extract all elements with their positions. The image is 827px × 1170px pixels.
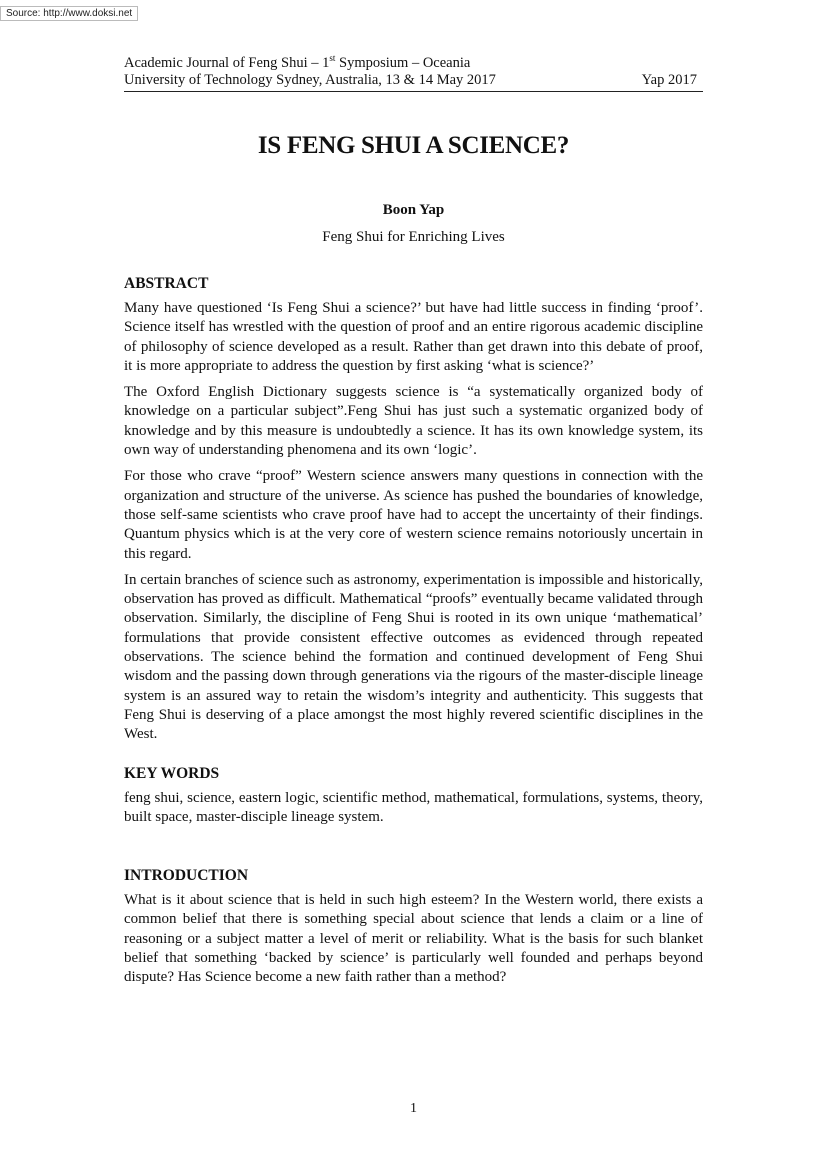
paper-body xyxy=(124,274,703,995)
paper-title: IS FENG SHUI A SCIENCE? xyxy=(257,132,570,159)
journal-line xyxy=(124,50,703,72)
abstract-paragraph: The Oxford English Dictionary suggests science is “a systematically organized body of knowledge on a particular subject”.Feng Shui has just such a systematic organized body of knowledge and by this measure is undoubtedly a science. It has its own knowledge system, its own way of understanding phenomena and its own ‘logic’. xyxy=(124,384,703,459)
page-number: 1 xyxy=(410,1101,417,1116)
introduction-paragraph: What is it about science that is held in such high esteem? In the Western world, there exists a common belief that there is something special about science that lends a claim or a line of reasoning or a subject matter a level of merit or reliability. What is the basis for such blanket belief that something ‘backed by science’ is particularly well founded and perhaps beyond dispute? Has Science become a new faith rather than a method? xyxy=(124,892,703,986)
abstract-paragraph: Many have questioned ‘Is Feng Shui a science?’ but have had little success in finding ‘proof’. Science itself has wrestled with the question of proof and an entire rigorous academic discipline of philosophy of science developed as a result. Rather than get drawn into this debate of proof, it is more appropriate to address the question by first asking ‘what is science?’ xyxy=(124,300,703,374)
keywords-section xyxy=(124,764,703,828)
venue-line xyxy=(124,72,703,89)
journal-suffix: Symposium – Oceania xyxy=(335,54,471,71)
running-header xyxy=(124,50,703,92)
journal-prefix: Academic Journal of Feng Shui – 1 xyxy=(124,54,330,71)
venue-text: University of Technology Sydney, Australia, 13 & 14 May 2017 xyxy=(124,71,496,88)
author-name: Boon Yap xyxy=(382,202,445,218)
keywords-text: feng shui, science, eastern logic, scientific method, mathematical, formulations, systems, theory, built space, master-disciple lineage system. xyxy=(124,789,703,825)
running-head-author: Yap 2017 xyxy=(641,71,697,88)
journal-superscript: st xyxy=(329,53,336,63)
abstract-paragraph: In certain branches of science such as astronomy, experimentation is impossible and historically, observation has proved as difficult. Mathematical “proofs” eventually became validated through observation. Similarly, the discipline of Feng Shui is rooted in its own unique ‘mathematical’ formulations that provide consistent effective outcomes as evidenced through repeated observations. The science behind the formation and continued development of Feng Shui wisdom and the passing down through generations via the rigours of the master-disciple lineage system is an assured way to retain the wisdom’s integrity and authenticity. This suggests that Feng Shui is deserving of a place amongst the most highly revered scientific disciplines in the West. xyxy=(124,571,703,743)
abstract-section xyxy=(124,274,703,745)
source-label: Source: http://www.doksi.net xyxy=(0,6,138,21)
abstract-paragraph: For those who crave “proof” Western science answers many questions in connection with the organization and structure of the universe. As science has pushed the boundaries of knowledge, those self-same scientists who crave proof have had to accept the uncertainty of their findings. Quantum physics which is at the very core of western science remains notoriously uncertain in this regard. xyxy=(124,468,703,562)
keywords-heading: KEY WORDS xyxy=(124,764,220,782)
author-affiliation: Feng Shui for Enriching Lives xyxy=(322,229,505,245)
introduction-heading: INTRODUCTION xyxy=(124,867,249,885)
abstract-heading: ABSTRACT xyxy=(124,275,209,292)
introduction-section xyxy=(124,866,703,987)
